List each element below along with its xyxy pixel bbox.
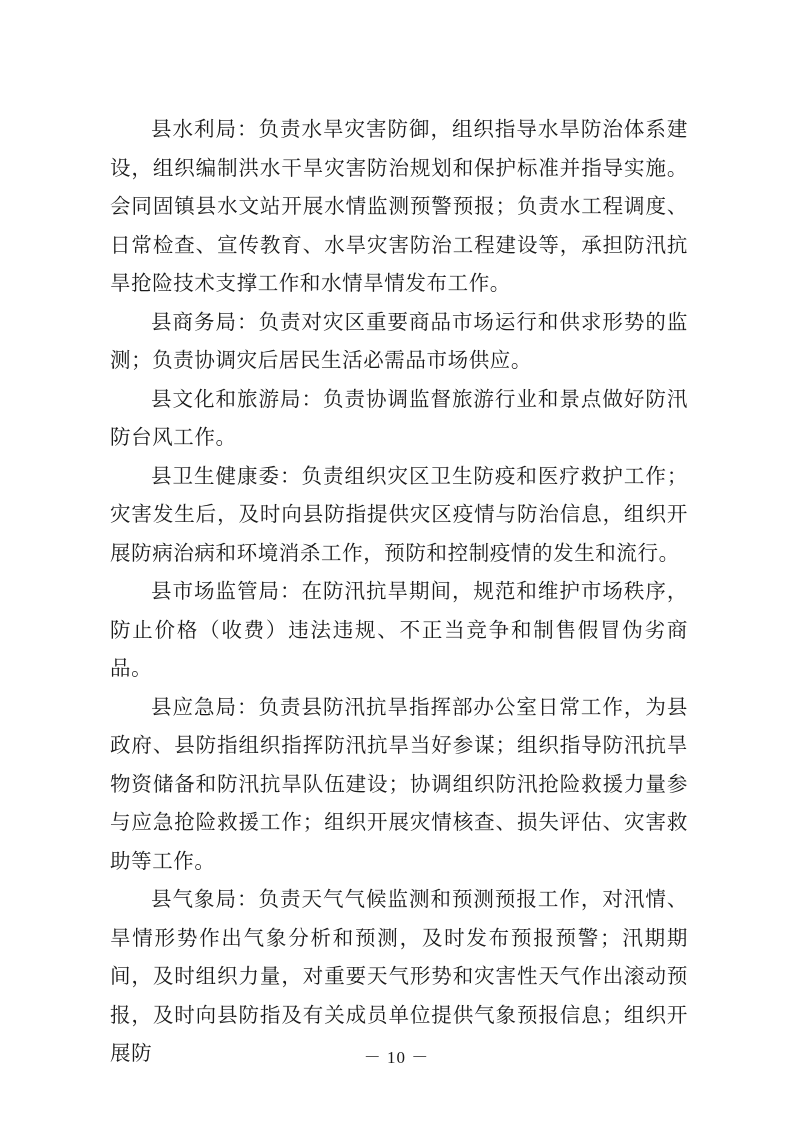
- page-number: － 10 －: [363, 1048, 430, 1067]
- paragraph-meteorological-bureau: 县气象局：负责天气气候监测和预测预报工作，对汛情、旱情形势作出气象分析和预测，及时发布预报预警；汛期期间，及时组织力量，对重要天气形势和灾害性天气作出滚动预报，及时向县防指及有关成员单位提供气象预报信息；组织开展防: [110, 887, 688, 1065]
- paragraph-market-regulation-bureau: 县市场监管局：在防汛抗旱期间，规范和维护市场秩序，防止价格（收费）违法违规、不正当竞争和制售假冒伪劣商品。: [110, 579, 688, 680]
- document-body: [110, 110, 688, 1073]
- paragraph-culture-tourism-bureau: 县文化和旅游局：负责协调监督旅游行业和景点做好防汛防台风工作。: [110, 386, 688, 449]
- paragraph-water-bureau: 县水利局：负责水旱灾害防御，组织指导水旱防治体系建设，组织编制洪水干旱灾害防治规划和保护标准并指导实施。会同固镇县水文站开展水情监测预警预报；负责水工程调度、日常检查、宣传教育、水旱灾害防治工程建设等，承担防汛抗旱抢险技术支撑工作和水情旱情发布工作。: [110, 117, 688, 295]
- paragraph-health-commission: 县卫生健康委：负责组织灾区卫生防疫和医疗救护工作；灾害发生后，及时向县防指提供灾区疫情与防治信息，组织开展防病治病和环境消杀工作，预防和控制疫情的发生和流行。: [110, 463, 688, 565]
- paragraph-commerce-bureau: 县商务局：负责对灾区重要商品市场运行和供求形势的监测；负责协调灾后居民生活必需品市场供应。: [110, 309, 688, 372]
- paragraph-emergency-bureau: 县应急局：负责县防汛抗旱指挥部办公室日常工作，为县政府、县防指组织指挥防汛抗旱当好参谋；组织指导防汛抗旱物资储备和防汛抗旱队伍建设；协调组织防汛抢险救援力量参与应急抢险救援工作；组织开展灾情核查、损失评估、灾害救助等工作。: [110, 694, 688, 873]
